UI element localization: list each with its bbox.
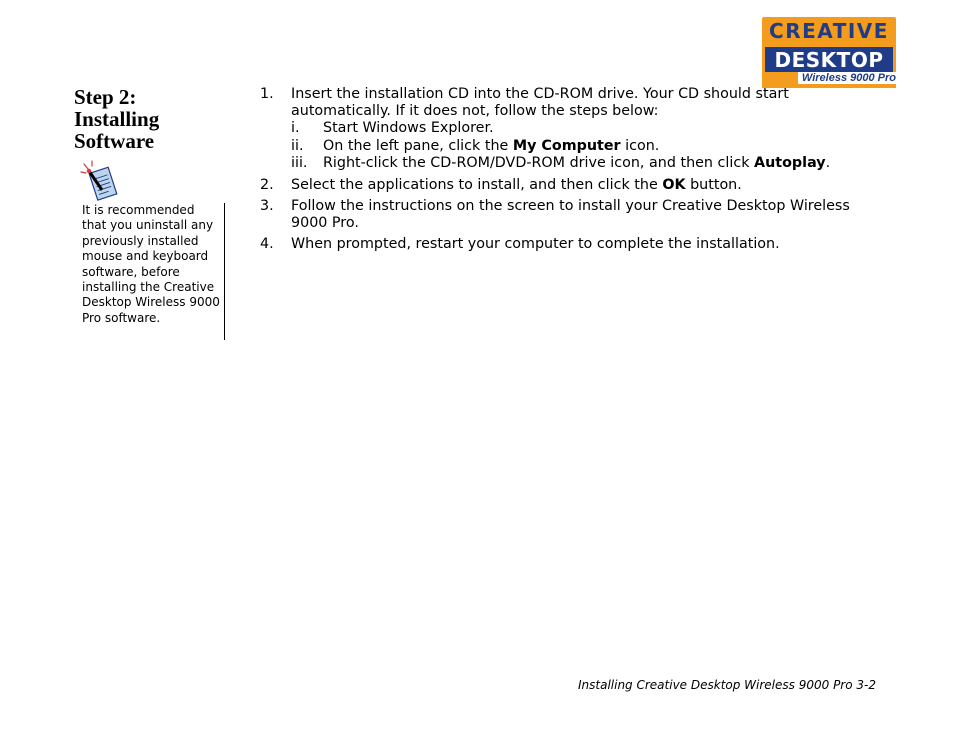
substep-text-pre: Right-click the CD-ROM/DVD-ROM drive icon, and then click (323, 155, 755, 171)
note-box (82, 203, 225, 340)
substep-iii (291, 155, 880, 173)
heading-line-1: Step 2: (74, 85, 137, 109)
logo-model-text: Wireless 9000 Pro (798, 72, 896, 84)
substep-text-post: . (825, 155, 831, 171)
ok-term: OK (662, 176, 686, 193)
step-text: When prompted, restart your computer to complete the installation. (291, 235, 780, 252)
logo-brand-text: CREATIVE (769, 19, 889, 43)
note-text: It is recommended that you uninstall any previously installed mouse and keyboard software, before installing the Creative Desktop Wireless 9000 Pro software. (82, 203, 220, 325)
step-text-pre: Select the applications to install, and then click the (291, 176, 663, 193)
notepad-pen-icon (80, 160, 120, 202)
step-4 (260, 236, 880, 253)
creative-desktop-logo (762, 17, 896, 85)
substep-ii (291, 138, 880, 156)
step-3 (260, 198, 880, 232)
logo-top-band (762, 17, 896, 44)
page-footer: Installing Creative Desktop Wireless 9000 Pro 3-2 (577, 678, 876, 692)
step-1-substeps (291, 120, 880, 173)
heading-line-2: Installing (74, 107, 160, 131)
substep-text-pre: On the left pane, click the (323, 137, 513, 154)
substep-number: ii. (291, 137, 304, 154)
my-computer-term: My Computer (512, 137, 621, 154)
substep-text: Start Windows Explorer. (323, 120, 494, 136)
logo-product-text: DESKTOP (774, 48, 884, 72)
logo-product-bar (765, 47, 893, 72)
substep-number: i. (291, 120, 300, 136)
autoplay-term: Autoplay (754, 155, 826, 171)
substep-number: iii. (291, 155, 308, 171)
substep-i (291, 120, 880, 138)
step-1 (260, 86, 880, 173)
step-text-post: button. (685, 176, 742, 193)
install-steps-list (260, 86, 880, 257)
step-2 (260, 177, 880, 194)
section-heading (74, 86, 234, 152)
step-text: Insert the installation CD into the CD-ROM drive. Your CD should start automatically. If it does not, follow the steps below: (291, 86, 789, 119)
heading-line-3: Software (74, 129, 155, 153)
step-number: 4. (260, 235, 274, 252)
step-number: 3. (260, 197, 274, 214)
step-text: Follow the instructions on the screen to install your Creative Desktop Wireless 9000 Pro. (291, 197, 850, 231)
substep-text-post: icon. (620, 137, 660, 154)
step-number: 1. (260, 86, 274, 102)
step-number: 2. (260, 176, 274, 193)
